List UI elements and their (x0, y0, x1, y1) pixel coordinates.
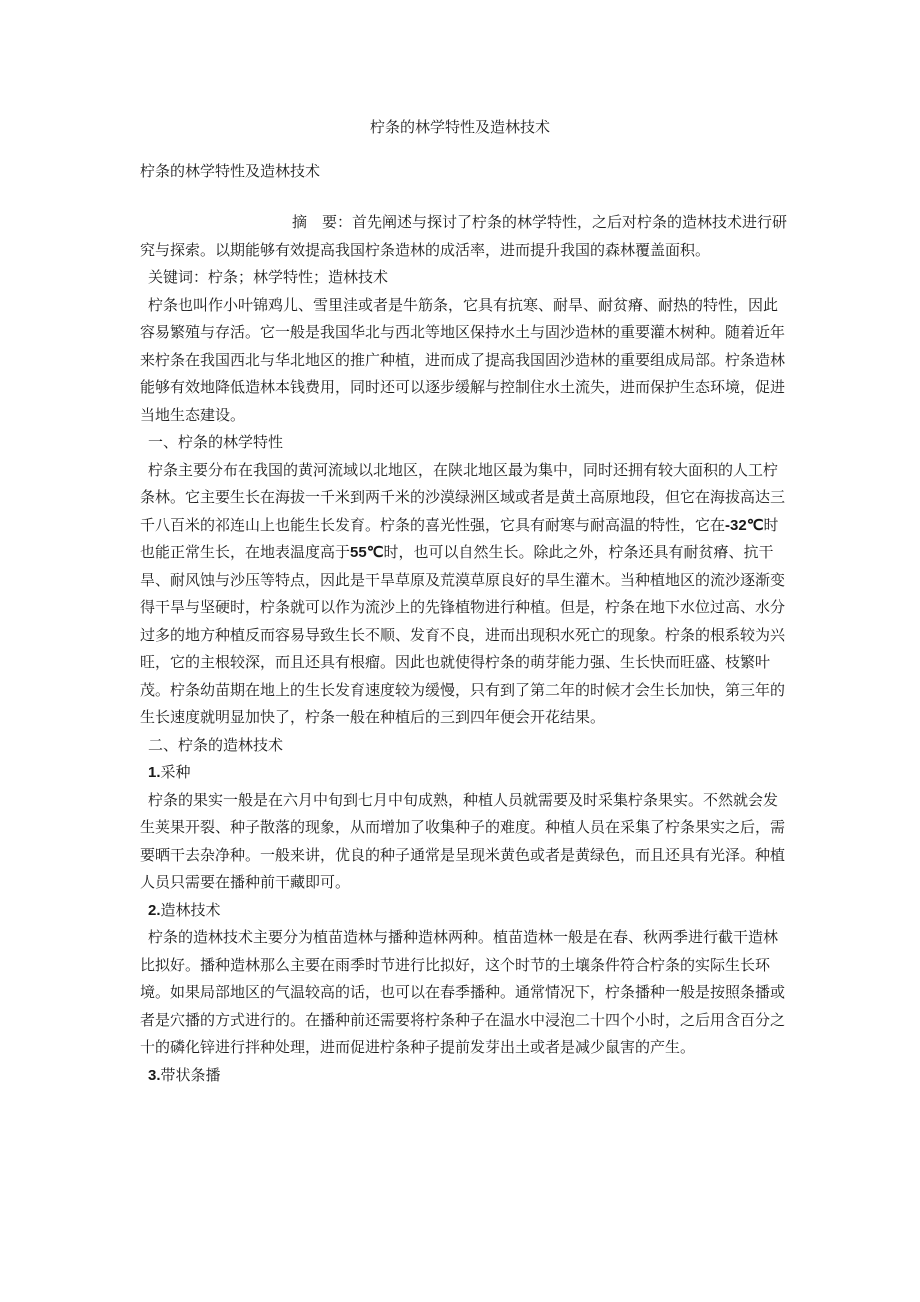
section1-text-part2: 时也能正常生长，在地表温度高于 (140, 515, 779, 561)
subsection2-paragraph: 柠条的造林技术主要分为植苗造林与播种造林两种。植苗造林一般是在春、秋两季进行截干造林比拟好。播种造林那么主要在雨季时节进行比拟好，这个时节的土壤条件符合柠条的实际生长环境。如果局部地区的气温较高的话，也可以在春季播种。通常情况下，柠条播种一般是按照条播或者是穴播的方式进行的。在播种前还需要将柠条种子在温水中浸泡二十四个小时，之后用含百分之十的磷化锌进行拌种处理，进而促进柠条种子提前发芽出土或者是减少鼠害的产生。 (140, 928, 786, 1056)
document-body (140, 209, 790, 1089)
intro-paragraph: 柠条也叫作小叶锦鸡儿、雪里洼或者是牛筋条，它具有抗寒、耐旱、耐贫瘠、耐热的特性，因此容易繁殖与存活。它一般是我国华北与西北等地区保持水土与固沙造林的重要灌木树种。随着近年来柠条在我国西北与华北地区的推广种植，进而成了提高我国固沙造林的重要组成局部。柠条造林能够有效地降低造林本钱费用，同时还可以逐步缓解与控制住水土流失，进而保护生态环境，促进当地生态建设。 (140, 295, 786, 424)
abstract-paragraph: 摘 要：首先阐述与探讨了柠条的林学特性，之后对柠条的造林技术进行研究与探索。以期能够有效提高我国柠条造林的成活率，进而提升我国的森林覆盖面积。 (140, 213, 788, 259)
subsection2-heading (140, 897, 790, 925)
section2-heading: 二、柠条的造林技术 (148, 735, 284, 754)
temperature-high: 55℃ (350, 544, 384, 561)
subsection3-title: 带状条播 (160, 1065, 221, 1084)
subsection1-heading (140, 759, 790, 787)
temperature-low: -32℃ (725, 516, 764, 534)
subsection1-number: 1. (148, 764, 161, 781)
section1-text-part3: 时，也可以自然生长。除此之外，柠条还具有耐贫瘠、抗干旱、耐风蚀与沙压等特点，因此是干旱草原及荒漠草原良好的旱生灌木。当种植地区的流沙逐渐变得干旱与坚硬时，柠条就可以作为流沙上的先锋植物进行种植。但是，柠条在地下水位过高、水分过多的地方种植反而容易导致生长不顺、发育不良，进而出现积水死亡的现象。柠条的根系较为兴旺，它的主根较深，而且还具有根瘤。因此也就使得柠条的萌芽能力强、生长快而旺盛、枝繁叶茂。柠条幼苗期在地上的生长发育速度较为缓慢，只有到了第二年的时候才会生长加快，第三年的生长速度就明显加快了，柠条一般在种植后的三到四年便会开花结果。 (140, 543, 786, 726)
subsection1-title: 采种 (160, 763, 191, 781)
subsection3-heading (140, 1062, 790, 1090)
section1-text-part1: 柠条主要分布在我国的黄河流域以北地区，在陕北地区最为集中，同时还拥有较大面积的人工柠条林。它主要生长在海拔一千米到两千米的沙漠绿洲区域或者是黄土高原地段，但它在海拔高达三千八百米的祁连山上也能生长发育。柠条的喜光性强，它具有耐寒与耐高温的特性，它在 (140, 460, 786, 534)
section1-paragraph (140, 457, 790, 732)
subsection1-paragraph: 柠条的果实一般是在六月中旬到七月中旬成熟，种植人员就需要及时采集柠条果实。不然就会发生荚果开裂、种子散落的现象，从而增加了收集种子的难度。种植人员在采集了柠条果实之后，需要晒干去杂净种。一般来讲，优良的种子通常是呈现米黄色或者是黄绿色，而且还具有光泽。种植人员只需要在播种前干藏即可。 (140, 790, 786, 891)
section1-heading: 一、柠条的林学特性 (148, 433, 284, 451)
document-subtitle: 柠条的林学特性及造林技术 (140, 162, 321, 180)
subsection2-title: 造林技术 (160, 900, 221, 919)
keywords-line: 关键词：柠条；林学特性；造林技术 (148, 268, 389, 286)
subsection3-number: 3. (148, 1066, 161, 1084)
subsection2-number: 2. (148, 901, 161, 919)
document-title: 柠条的林学特性及造林技术 (369, 118, 550, 136)
